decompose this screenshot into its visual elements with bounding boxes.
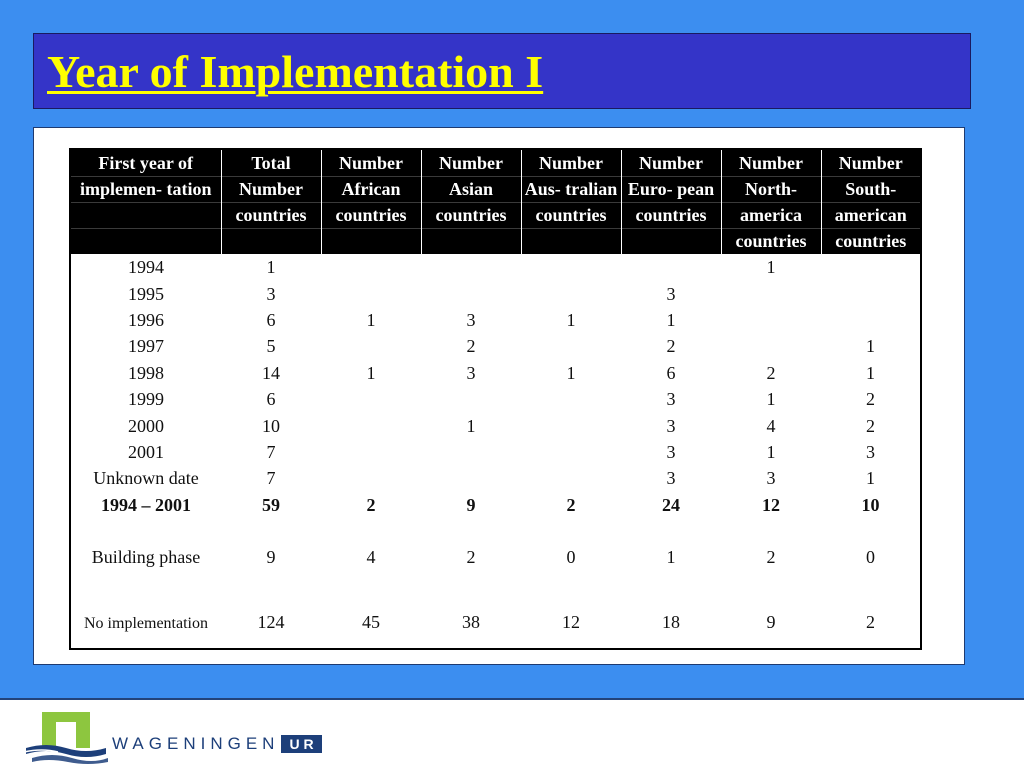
table-cell: 3 <box>666 415 676 436</box>
table-cell <box>321 333 421 359</box>
building-phase-row <box>70 544 921 570</box>
header-cell: Number Aus- tralian countries <box>521 149 621 254</box>
table-cell: 59 <box>262 494 280 515</box>
table-cell <box>321 465 421 491</box>
spacer-row <box>70 570 921 596</box>
table-cell: 2 <box>466 336 476 357</box>
table-cell: 10 <box>262 415 280 436</box>
table-cell: 24 <box>662 494 680 515</box>
table-cell: 6 <box>266 389 276 410</box>
table-cell: 2 <box>466 547 476 568</box>
table-cell: 1996 <box>128 309 164 330</box>
table-cell: 2 <box>866 389 875 410</box>
table-cell: 5 <box>266 336 276 357</box>
table-cell: 1 <box>866 336 875 357</box>
table-cell: 1997 <box>128 336 164 357</box>
table-cell: Unknown date <box>93 468 199 489</box>
table-cell <box>721 307 821 333</box>
table-cell <box>321 412 421 438</box>
no-implementation-label: No implementation <box>84 614 208 632</box>
table-cell: 1995 <box>128 283 164 304</box>
spacer-row <box>70 518 921 544</box>
header-cell: Number African countries <box>321 149 421 254</box>
table-cell: 6 <box>666 362 676 383</box>
header-cell: Number South- american countries <box>821 149 921 254</box>
table-row <box>70 465 921 491</box>
table-cell <box>521 412 621 438</box>
table-cell <box>421 439 521 465</box>
wageningen-wordmark <box>112 735 322 753</box>
table-cell: 1 <box>366 309 376 330</box>
table-cell: 3 <box>666 389 676 410</box>
table-cell <box>721 280 821 306</box>
table-cell: 1 <box>566 309 576 330</box>
wordmark-text: WAGENINGEN <box>112 734 280 753</box>
table-row <box>70 386 921 412</box>
table-cell: 1 <box>766 441 776 462</box>
table-row <box>70 333 921 359</box>
wordmark-box: UR <box>281 735 321 753</box>
table-cell: 7 <box>266 441 276 462</box>
table-cell: 1 <box>666 309 676 330</box>
slide-title: Year of Implementation I <box>47 46 544 97</box>
table-cell <box>321 280 421 306</box>
table-cell: 3 <box>666 468 676 489</box>
table-cell: 2 <box>666 336 676 357</box>
table-cell: 9 <box>766 612 776 633</box>
table-cell: 1 <box>466 415 476 436</box>
table-cell <box>421 386 521 412</box>
table-cell: 0 <box>866 547 875 568</box>
table-cell: 3 <box>766 468 776 489</box>
table-cell: 0 <box>566 547 576 568</box>
header-cell: First year of implemen- tation <box>70 149 221 254</box>
table-cell: 12 <box>762 494 780 515</box>
table-cell: 6 <box>266 309 276 330</box>
table-cell: 9 <box>266 547 276 568</box>
table-cell: 2 <box>766 547 776 568</box>
table-cell: 2 <box>766 362 776 383</box>
table-cell: 2 <box>866 612 875 633</box>
implementation-table <box>69 148 922 650</box>
table-cell: 1 <box>266 257 276 278</box>
table-cell: 1998 <box>128 362 164 383</box>
table-cell: 3 <box>466 362 476 383</box>
header-cell: Total Number countries <box>221 149 321 254</box>
table-cell: 3 <box>666 441 676 462</box>
table-cell <box>70 596 221 649</box>
table-cell: 12 <box>562 612 580 633</box>
table-cell: 3 <box>666 283 676 304</box>
table-cell: 3 <box>466 309 476 330</box>
table-cell: Building phase <box>91 547 201 568</box>
table-cell <box>521 386 621 412</box>
spacer-cell <box>70 518 921 544</box>
header-cell: Number Asian countries <box>421 149 521 254</box>
table-cell <box>521 333 621 359</box>
table-cell: 2000 <box>128 415 164 436</box>
table-cell: 9 <box>466 494 476 515</box>
header-cell: Number North- america countries <box>721 149 821 254</box>
table-cell: 1994 – 2001 <box>101 494 191 515</box>
header-cell: Number Euro- pean countries <box>621 149 721 254</box>
table-row <box>70 307 921 333</box>
table-row <box>70 360 921 386</box>
table-cell: 1 <box>866 362 875 383</box>
table-cell: 3 <box>866 441 875 462</box>
footer-bar <box>0 698 1024 768</box>
table-cell <box>821 254 921 280</box>
table-cell <box>421 465 521 491</box>
table-cell <box>621 254 721 280</box>
table-row <box>70 254 921 280</box>
table-row <box>70 439 921 465</box>
table-cell: 124 <box>257 612 285 633</box>
table-cell: 45 <box>362 612 380 633</box>
table-cell <box>321 254 421 280</box>
table-cell: 1 <box>766 257 776 278</box>
table-cell <box>421 254 521 280</box>
table-row <box>70 280 921 306</box>
table-cell: 3 <box>266 283 276 304</box>
content-panel <box>33 127 965 665</box>
table-cell: 38 <box>462 612 480 633</box>
spacer-cell <box>70 570 921 596</box>
table-cell: 2 <box>366 494 376 515</box>
table-cell: 2 <box>866 415 875 436</box>
wageningen-logo-icon <box>22 708 110 766</box>
table-cell: 2 <box>566 494 576 515</box>
table-cell: 10 <box>861 494 880 515</box>
table-body <box>70 254 921 649</box>
table-cell: 7 <box>266 468 276 489</box>
table-row <box>70 412 921 438</box>
no-implementation-row <box>70 596 921 649</box>
table-cell: 2001 <box>128 441 164 462</box>
table-cell: 18 <box>662 612 680 633</box>
table-cell: 1994 <box>128 257 164 278</box>
table-cell: 1 <box>766 389 776 410</box>
table-cell: 1 <box>666 547 676 568</box>
table-cell: 1999 <box>128 389 164 410</box>
table-cell: 4 <box>366 547 376 568</box>
table-header-row <box>70 149 921 254</box>
total-row <box>70 492 921 518</box>
table-cell <box>821 307 921 333</box>
table-cell <box>521 254 621 280</box>
table-cell <box>321 386 421 412</box>
table-cell <box>721 333 821 359</box>
table-cell <box>321 439 421 465</box>
table-cell <box>521 465 621 491</box>
table-cell: 14 <box>262 362 280 383</box>
table-cell <box>421 280 521 306</box>
table-cell: 1 <box>366 362 376 383</box>
table-cell <box>521 439 621 465</box>
table-cell: 1 <box>866 468 875 489</box>
table-cell <box>521 280 621 306</box>
table-cell: 4 <box>766 415 776 436</box>
table-cell <box>821 280 921 306</box>
title-bar <box>33 33 971 109</box>
table-cell: 1 <box>566 362 576 383</box>
